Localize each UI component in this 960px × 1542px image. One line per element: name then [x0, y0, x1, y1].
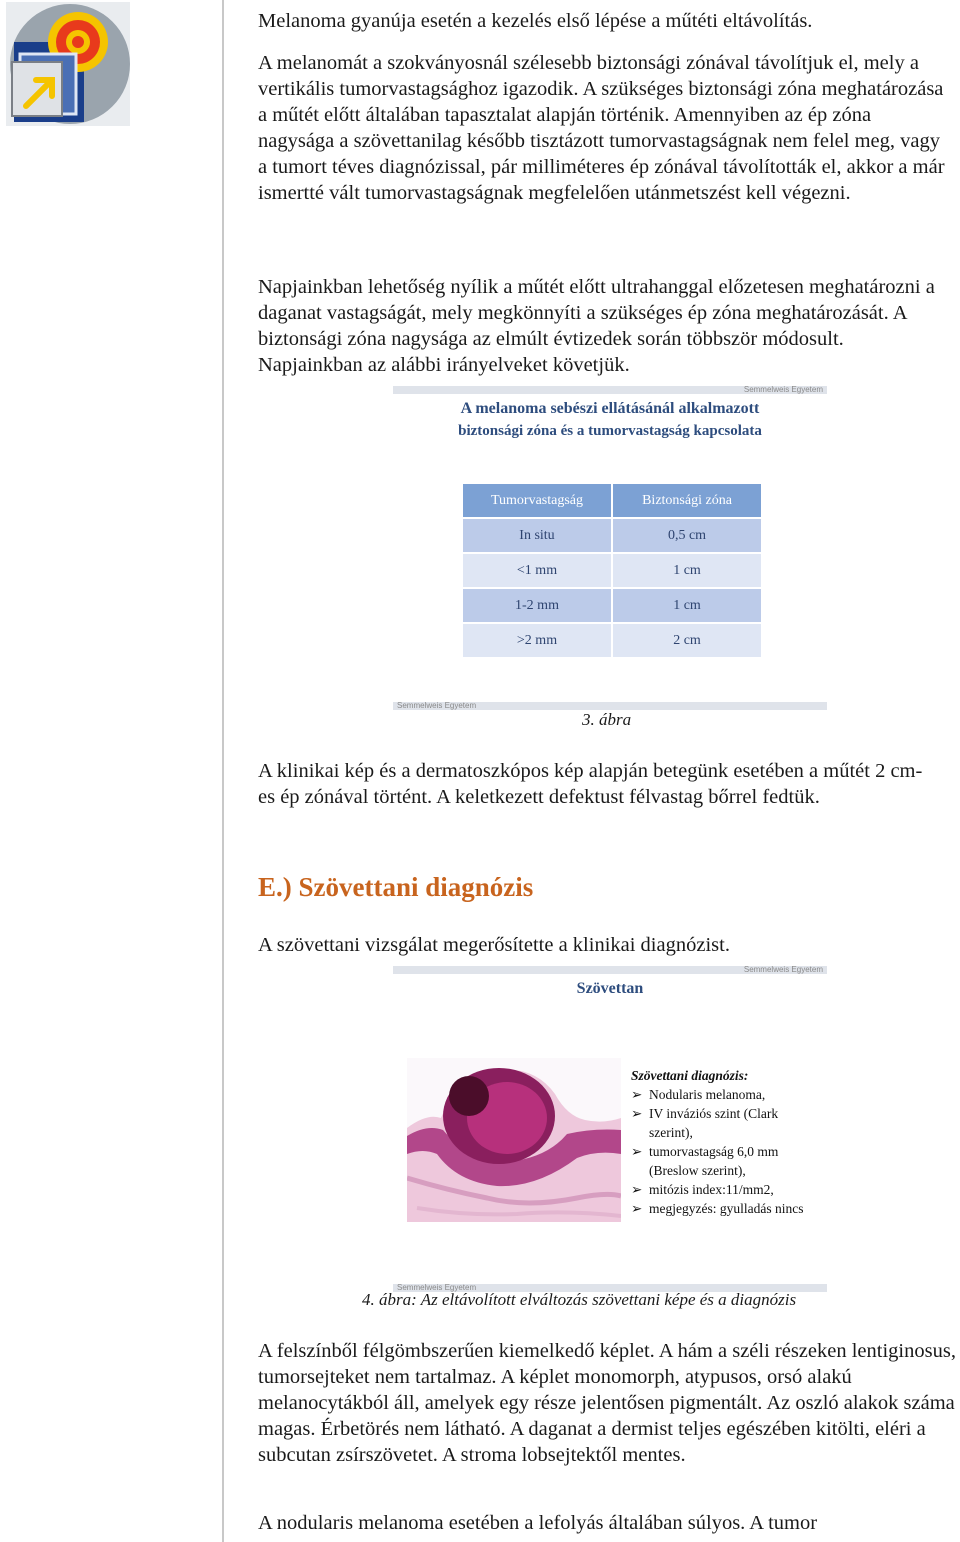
list-item: [631, 1085, 825, 1104]
arrow-bullet-icon: ➢: [631, 1106, 643, 1121]
list-item-text: Nodularis melanoma,: [649, 1087, 766, 1102]
arrow-bullet-icon: ➢: [631, 1087, 643, 1102]
arrow-bullet-icon: ➢: [631, 1144, 643, 1159]
table-row: [462, 588, 762, 623]
list-item-text: megjegyzés: gyulladás nincs: [649, 1201, 804, 1216]
table-row: [462, 518, 762, 553]
paragraph-prognosis: A nodularis melanoma esetében a lefolyás általában súlyos. A tumor: [258, 1512, 818, 1534]
table-row: [462, 553, 762, 588]
paragraph-safety-zone: A melanomát a szokványosnál szélesebb biztonsági zónával távolítjuk el, mely a vertikális tumorvastagsághoz igazodik. A szükséges biztonsági zóna meghatározása a műtét előtt általában tapasztalat alapján történik. Amennyiben az ép zóna nagysága a szövettanilag később tisztázott tumorvastagságnak nem felel meg, vagy a tumort téves diagnózissal, pár milliméteres ép zónával távolították el, akkor a már ismertté vált tumorvastagságnak megfelelően utánmetszést kell végezni.: [258, 52, 945, 204]
table-header-cell: Tumorvastagság: [462, 483, 612, 518]
slide-title-line1: A melanoma sebészi ellátásánál alkalmazott: [460, 400, 760, 417]
list-item: [631, 1142, 825, 1180]
table-cell: <1 mm: [462, 553, 612, 588]
paragraph-histology: A szövettani vizsgálat megerősítette a klinikai diagnózist.: [258, 934, 730, 956]
watermark: Semmelweis Egyetem: [743, 385, 823, 394]
safety-zone-table: [461, 482, 763, 659]
table-cell: 1 cm: [612, 553, 762, 588]
table-cell: In situ: [462, 518, 612, 553]
watermark: Semmelweis Egyetem: [743, 965, 823, 974]
paragraph-ultrasound: Napjainkban lehetőség nyílik a műtét előtt ultrahanggal előzetesen meghatározni a daganat vastagságát, mely megkönnyíti a szükséges ép zóna meghatározását. A biztonsági zóna nagysága az elmúlt évtizedek során többször módosult. Napjainkban az alábbi irányelveket követjük.: [258, 276, 935, 376]
margin-line: [222, 0, 224, 1542]
table-cell: 2 cm: [612, 623, 762, 658]
diagnosis-title: Szövettani diagnózis:: [631, 1068, 749, 1083]
slide-bottom-bar: [393, 702, 827, 710]
slide-top-bar: [393, 386, 827, 394]
list-item: [631, 1104, 825, 1142]
figure-histology: [393, 966, 827, 1296]
diagnosis-list: [631, 1066, 825, 1218]
paragraph-intro: Melanoma gyanúja esetén a kezelés első lépése a műtéti eltávolítás.: [258, 10, 813, 32]
figure-safety-zone-table: [393, 386, 827, 712]
table-header-cell: Biztonsági zóna: [612, 483, 762, 518]
figure-caption-3: 3. ábra: [582, 710, 632, 729]
figure-caption-4: 4. ábra: Az eltávolított elváltozás szövettani képe és a diagnózis: [362, 1290, 797, 1309]
table-cell: 0,5 cm: [612, 518, 762, 553]
list-item-text: tumorvastagság 6,0 mm (Breslow szerint),: [649, 1144, 779, 1178]
paragraph-description: A felszínből félgömbszerűen kiemelkedő képlet. A hám a széli részeken lentiginosus, tumorsejteket nem tartalmaz. A képlet monomorph, atypusos, orsó alakú melanocytákból áll, amelyek egy része jelentősen pigmentált. Az oszló alakok száma magas. Érbetörés nem látható. A daganat a dermist teljes egészében kitölti, eléri a subcutan zsírszövetet. A stroma lobsejtektől mentes.: [258, 1340, 956, 1466]
table-cell: 1 cm: [612, 588, 762, 623]
slide-title: Szövettan: [576, 980, 644, 997]
logo-icon: [6, 2, 130, 126]
arrow-bullet-icon: ➢: [631, 1201, 643, 1216]
list-item-text: IV inváziós szint (Clark szerint),: [649, 1106, 779, 1140]
slide-top-bar: [393, 966, 827, 974]
paragraph-surgery: A klinikai kép és a dermatoszkópos kép alapján betegünk esetében a műtét 2 cm-es ép zónával történt. A keletkezett defektust félvastag bőrrel fedtük.: [258, 760, 923, 808]
section-heading: E.) Szövettani diagnózis: [258, 872, 534, 902]
table-cell: 1-2 mm: [462, 588, 612, 623]
table-row: [462, 623, 762, 658]
arrow-bullet-icon: ➢: [631, 1182, 643, 1197]
table-header-row: [462, 483, 762, 518]
list-item: [631, 1180, 825, 1199]
watermark: Semmelweis Egyetem: [397, 701, 477, 710]
list-item: [631, 1199, 825, 1218]
watermark: Semmelweis Egyetem: [397, 1283, 477, 1292]
table-cell: >2 mm: [462, 623, 612, 658]
slide-title-line2: biztonsági zóna és a tumorvastagság kapcsolata: [458, 423, 762, 439]
histology-image: [407, 1058, 621, 1222]
list-item-text: mitózis index:11/mm2,: [649, 1182, 774, 1197]
